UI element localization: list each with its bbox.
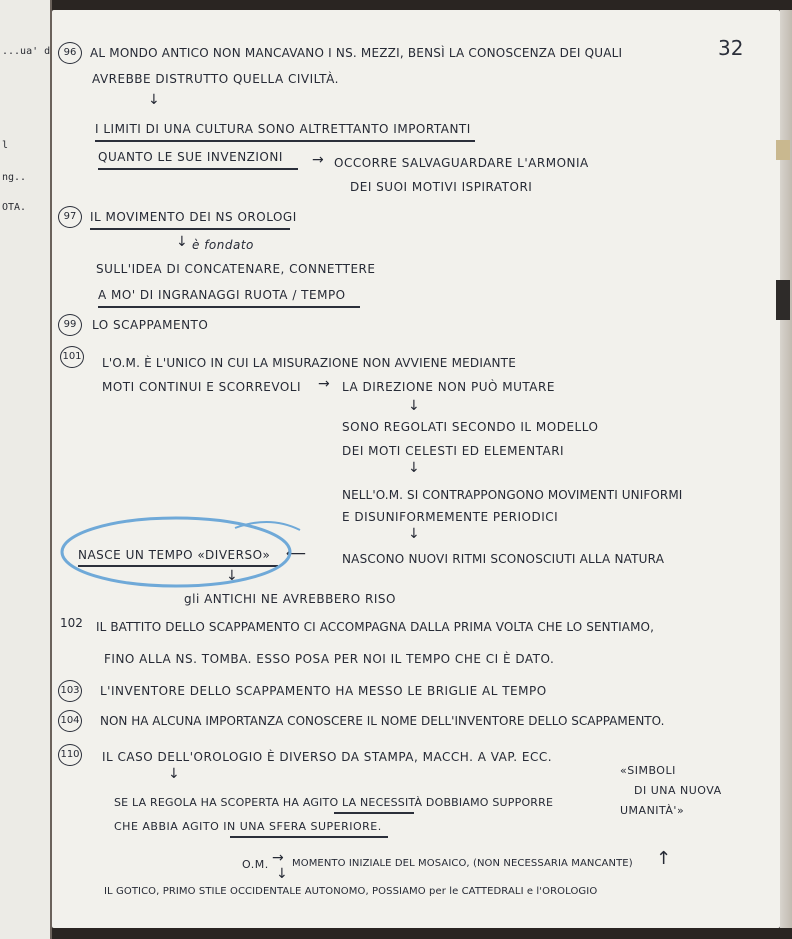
left-page [0, 0, 52, 939]
side-note: DI UNA NUOVA [634, 784, 722, 797]
note-text: A MO' DI INGRANAGGI RUOTA / TEMPO [98, 288, 346, 302]
note-text: NON HA ALCUNA IMPORTANZA CONOSCERE IL NOME DELL'INVENTORE DELLO SCAPPAMENTO. [100, 714, 665, 728]
note-number: 103 [58, 680, 82, 702]
underline [90, 228, 290, 230]
note-text: SULL'IDEA DI CONCATENARE, CONNETTERE [96, 262, 376, 276]
note-number: 110 [58, 744, 82, 766]
note-text: NASCE UN TEMPO «DIVERSO» [78, 548, 271, 562]
underline [230, 836, 388, 838]
note-number: 97 [58, 206, 82, 228]
note-text: MOMENTO INIZIALE DEL MOSAICO, (NON NECESSARIA MANCANTE) [292, 858, 633, 869]
note-text: NASCONO NUOVI RITMI SCONOSCIUTI ALLA NATURA [342, 552, 665, 566]
note-text: SE LA REGOLA HA SCOPERTA HA AGITO LA NECESSITÀ DOBBIAMO SUPPORRE [114, 796, 554, 809]
note-text: LO SCAPPAMENTO [92, 318, 209, 332]
underline [78, 565, 278, 567]
underline [95, 140, 475, 142]
note-text: AL MONDO ANTICO NON MANCAVANO I NS. MEZZI, BENSÌ LA CONOSCENZA DEI QUALI [90, 46, 623, 60]
side-note: «SIMBOLI [620, 764, 676, 777]
underline [98, 306, 360, 308]
underline [334, 812, 414, 814]
down-arrow-icon: ↓ [168, 766, 180, 782]
note-number: 102 [60, 616, 83, 630]
right-arrow-icon: → [312, 152, 324, 168]
note-text: CHE ABBIA AGITO IN UNA SFERA SUPERIORE. [114, 820, 382, 833]
note-text: DEI SUOI MOTIVI ISPIRATORI [350, 180, 533, 194]
left-fragment: OTA. [2, 202, 27, 213]
left-fragment: ng.. [2, 172, 27, 183]
note-text: IL GOTICO, PRIMO STILE OCCIDENTALE AUTONOMO, POSSIAMO per le CATTEDRALI e l'OROLOGIO [104, 886, 598, 897]
note-text: NELL'O.M. SI CONTRAPPONGONO MOVIMENTI UNIFORMI [342, 488, 683, 502]
note-text: SONO REGOLATI SECONDO IL MODELLO [342, 420, 599, 434]
note-number: 96 [58, 42, 82, 64]
down-arrow-icon: ↓ [408, 398, 420, 414]
note-text: LA DIREZIONE NON PUÒ MUTARE [342, 380, 555, 394]
left-fragment: l [2, 140, 9, 151]
down-arrow-icon: ↓ [176, 234, 188, 250]
right-arrow-icon: → [318, 376, 330, 392]
down-arrow-icon: ↓ [408, 460, 420, 476]
note-text: L'INVENTORE DELLO SCAPPAMENTO HA MESSO LE BRIGLIE AL TEMPO [100, 684, 547, 698]
down-arrow-icon: ↓ [276, 866, 288, 882]
down-arrow-icon: ↓ [226, 568, 238, 584]
page-tab [776, 140, 790, 160]
note-text: L'O.M. È L'UNICO IN CUI LA MISURAZIONE NON AVVIENE MEDIANTE [102, 356, 516, 370]
note-text: E DISUNIFORMEMENTE PERIODICI [342, 510, 559, 524]
page-number: 32 [718, 36, 744, 60]
note-text: IL BATTITO DELLO SCAPPAMENTO CI ACCOMPAGNA DALLA PRIMA VOLTA CHE LO SENTIAMO, [96, 620, 655, 634]
up-arrow-icon: ↑ [656, 848, 672, 869]
right-arrow-icon: → [272, 850, 284, 866]
underline [98, 168, 298, 170]
note-text: AVREBBE DISTRUTTO QUELLA CIVILTÀ. [92, 72, 339, 86]
note-number: 104 [58, 710, 82, 732]
note-text: IL MOVIMENTO DEI NS OROLOGI [90, 210, 297, 224]
left-fragment: ...ua' d [2, 46, 51, 57]
note-text: è fondato [192, 238, 254, 252]
left-arrow-icon: ⟵ [286, 546, 307, 562]
note-number: 101 [60, 346, 84, 368]
down-arrow-icon: ↓ [148, 92, 160, 108]
note-text: O.M. [242, 858, 269, 871]
note-text: DEI MOTI CELESTI ED ELEMENTARI [342, 444, 565, 458]
note-text: QUANTO LE SUE INVENZIONI [98, 150, 283, 164]
note-text: FINO ALLA NS. TOMBA. ESSO POSA PER NOI IL TEMPO CHE CI È DATO. [104, 652, 555, 666]
page-tab [776, 280, 790, 320]
down-arrow-icon: ↓ [408, 526, 420, 542]
note-number: 99 [58, 314, 82, 336]
note-text: IL CASO DELL'OROLOGIO È DIVERSO DA STAMPA, MACCH. A VAP. ECC. [102, 750, 553, 764]
note-text: OCCORRE SALVAGUARDARE L'ARMONIA [334, 156, 589, 170]
note-text: I LIMITI DI UNA CULTURA SONO ALTRETTANTO IMPORTANTI [95, 122, 471, 136]
side-note: UMANITÀ'» [620, 804, 685, 817]
note-text: gli ANTICHI NE AVREBBERO RISO [184, 592, 396, 606]
note-text: MOTI CONTINUI E SCORREVOLI [102, 380, 302, 394]
